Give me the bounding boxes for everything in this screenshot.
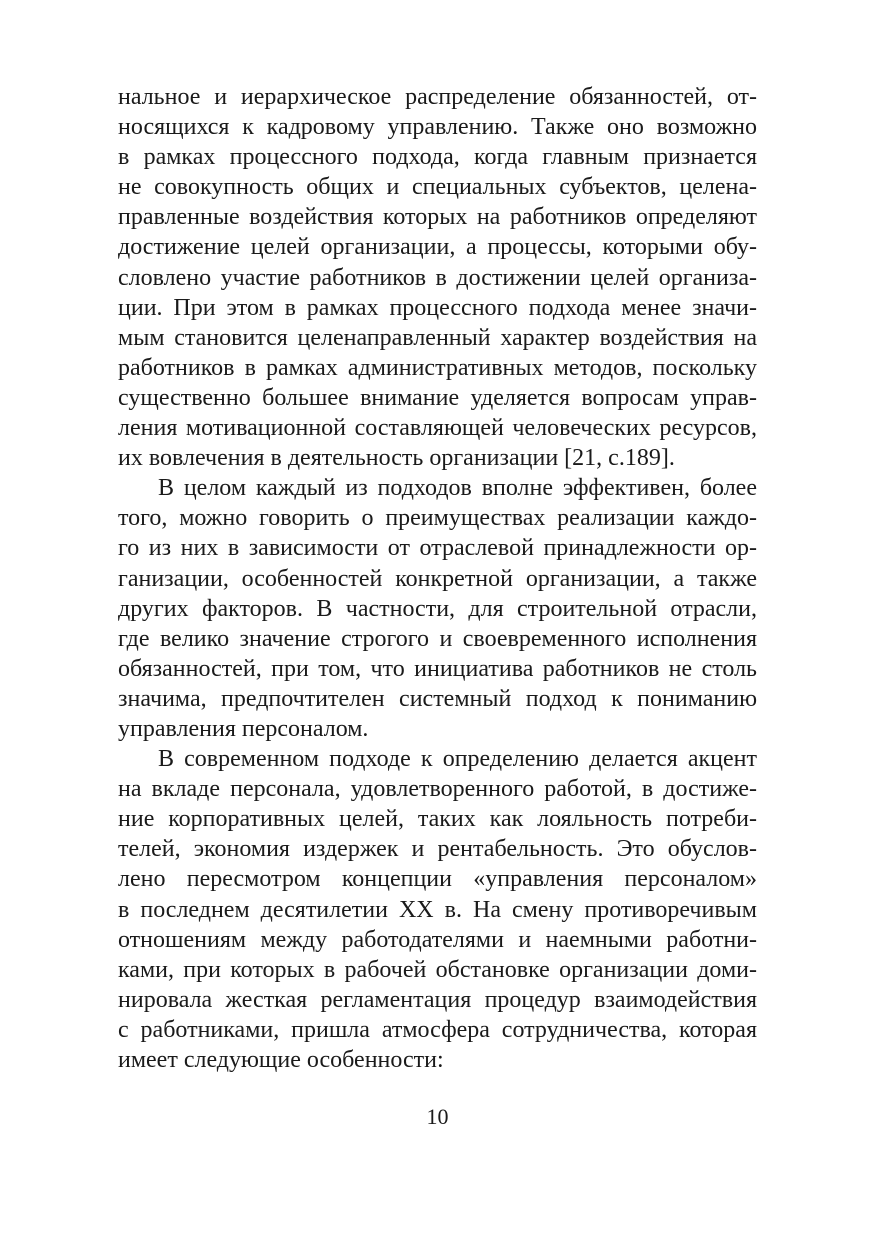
text-line: в рамках процессного подхода, когда главным признается (118, 144, 757, 171)
text-line: В современном подходе к определению делается акцент (158, 746, 757, 773)
text-line: ганизации, особенностей конкретной организации, а также (118, 565, 757, 592)
text-line: лено пересмотром концепции «управления персоналом» (118, 866, 757, 893)
text-line: в последнем десятилетии XX в. На смену противоречивым (118, 896, 757, 923)
text-line: ками, при которых в рабочей обстановке организации доми- (118, 956, 757, 983)
text-line: отношениям между работодателями и наемными работни- (118, 926, 757, 953)
page-number: 10 (426, 1104, 449, 1129)
text-line: других факторов. В частности, для строительной отрасли, (118, 595, 757, 622)
text-line: ции. При этом в рамках процессного подхода менее значи- (118, 294, 757, 321)
text-line: того, можно говорить о преимуществах реализации каждо- (118, 505, 757, 532)
text-line: словлено участие работников в достижении целей организа- (118, 264, 757, 291)
text-line: их вовлечения в деятельность организации [21, с.189]. (118, 445, 675, 472)
text-line: го из них в зависимости от отраслевой принадлежности ор- (118, 535, 757, 562)
text-line: имеет следующие особенности: (118, 1047, 444, 1073)
text-line: не совокупность общих и специальных субъектов, целена- (118, 174, 757, 201)
text-line: ления мотивационной составляющей человеческих ресурсов, (118, 415, 757, 442)
text-line: правленные воздействия которых на работников определяют (118, 204, 757, 231)
text-line: обязанностей, при том, что инициатива работников не столь (118, 655, 757, 682)
text-line: мым становится целенаправленный характер воздействия на (118, 324, 757, 351)
body-text (118, 82, 757, 1075)
text-line: носящихся к кадровому управлению. Также оно возможно (118, 114, 757, 141)
text-line: нальное и иерархическое распределение обязанностей, от- (118, 84, 757, 110)
text-line: существенно большее внимание уделяется вопросам управ- (118, 384, 757, 411)
text-line: ние корпоративных целей, таких как лояльность потреби- (118, 806, 757, 833)
paragraph-approaches (118, 473, 757, 744)
text-line: с работниками, пришла атмосфера сотрудничества, которая (118, 1016, 757, 1043)
text-line: на вкладе персонала, удовлетворенного работой, в достиже- (118, 776, 757, 803)
text-line: работников в рамках административных методов, поскольку (118, 354, 757, 381)
text-line: нировала жесткая регламентация процедур взаимодействия (118, 986, 757, 1013)
text-line: где велико значение строгого и своевременного исполнения (118, 625, 757, 652)
text-line: управления персоналом. (118, 715, 369, 742)
paragraph-modern-approach (118, 744, 757, 1075)
text-line: В целом каждый из подходов вполне эффективен, более (158, 475, 757, 502)
text-line: значима, предпочтителен системный подход к пониманию (118, 685, 757, 712)
text-line: телей, экономия издержек и рентабельность. Это обуслов- (118, 836, 757, 863)
paragraph-continuation (118, 82, 757, 473)
text-line: достижение целей организации, а процессы, которыми обу- (118, 234, 757, 261)
